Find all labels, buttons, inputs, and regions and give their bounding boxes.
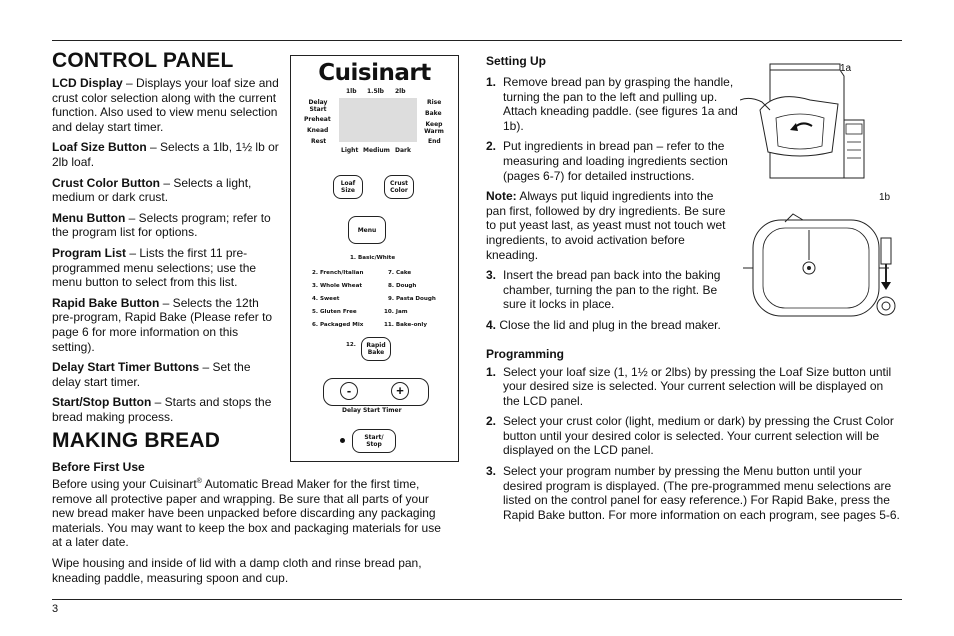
making-bread-heading: MAKING BREAD: [52, 429, 221, 452]
setting-up-step-4: 4. Close the lid and plug in the bread maker.: [486, 317, 721, 332]
top-rule: [52, 40, 902, 41]
start-indicator-dot: [340, 438, 345, 443]
menu-button-description: Menu Button – Selects program; refer to the program list for options.: [52, 210, 271, 240]
rapid-bake-description: Rapid Bake Button – Selects the 12th pre-program, Rapid Bake (Please refer to page 6 for more information on this setting).: [52, 295, 273, 354]
control-panel-illustration: [290, 55, 459, 462]
delay-start-timer-group: [323, 378, 429, 406]
before-first-use-heading: Before First Use: [52, 460, 145, 474]
crust-light: Light: [341, 147, 359, 154]
control-panel-heading: CONTROL PANEL: [52, 49, 234, 72]
control-panel-section: [52, 50, 282, 430]
setting-up-step-3: 3. Insert the bread pan back into the baking chamber, turning the pan to the right. Be sure it locks in place.: [486, 268, 721, 312]
programming-step-3: 3. Select your program number by pressing the Menu button until your desired program is displayed. (The pre-programmed menu selections are listed on the control panel for easy reference.) For Rapid Bake, press the Rapid Bake button. For more information on each program, see pages 5-6.: [486, 464, 900, 522]
program-8: 8. Dough: [388, 283, 417, 289]
size-1-5lb: 1.5lb: [367, 88, 384, 95]
start-stop-button[interactable]: Start/ Stop: [352, 429, 396, 453]
delay-plus-button[interactable]: +: [391, 382, 409, 400]
label-preheat: Preheat: [304, 116, 331, 123]
label-rise: Rise: [427, 99, 442, 106]
label-bake: Bake: [425, 110, 442, 117]
setting-up-step-1: 1. Remove bread pan by grasping the handle, turning the pan to the left and pulling up. Attach kneading paddle. (see figures 1a and 1b).: [486, 75, 738, 133]
label-delay-start: Delay Start: [308, 99, 328, 113]
size-2lb: 2lb: [395, 88, 406, 95]
rapid-bake-number: 12.: [346, 342, 356, 348]
program-4: 4. Sweet: [312, 296, 340, 302]
before-first-use-paragraph: Before using your Cuisinart® Automatic Bread Maker for the first time, remove all protective paper and wrapping. Be sure that all parts of your new bread maker have been unpacked before discarding any packaging materials. You may want to keep the box and packaging materials for use at a later date.: [52, 477, 441, 550]
figure-1a-bread-maker-illustration: [740, 60, 870, 188]
figure-1a-label: 1a: [840, 63, 852, 74]
delay-start-description: Delay Start Timer Buttons – Set the delay start timer.: [52, 360, 251, 389]
program-2: 2. French/Italian: [312, 270, 364, 276]
setting-up-note: Note: Always put liquid ingredients into the pan first, followed by dry ingredients. Be sure to put yeast last, as yeast must not touch wet ingredients, to avoid activation before kneading.: [486, 189, 726, 262]
program-header: 1. Basic/White: [350, 255, 396, 261]
figure-1b-bread-pan-illustration: [739, 210, 905, 320]
crust-color-description: Crust Color Button – Selects a light, medium or dark crust.: [52, 175, 252, 205]
crust-dark: Dark: [395, 147, 411, 154]
program-11: 11. Bake-only: [384, 322, 427, 328]
programming-heading: Programming: [486, 346, 565, 361]
programming-step-2: 2. Select your crust color (light, medium or dark) by pressing the Crust Color button until your desired color is selected. Your current selection will be displayed on the LCD panel.: [486, 414, 894, 458]
programming-step-1: 1. Select your loaf size (1, 1½ or 2lbs) by pressing the Loaf Size button until your desired size is selected. Your current selection will be displayed on the LCD panel.: [486, 364, 892, 408]
lcd-display-description: LCD Display – Displays your loaf size and crust color selection along with the current function. Also used to view menu selection and delay start timer.: [52, 76, 279, 134]
program-list-description: Program List – Lists the first 11 pre-programmed menu selections; use the menu button to select from this list.: [52, 245, 257, 290]
page-number: 3: [52, 603, 59, 615]
program-7: 7. Cake: [388, 270, 412, 276]
program-10: 10. Jam: [384, 309, 408, 315]
menu-button[interactable]: Menu: [348, 216, 386, 244]
wipe-housing-paragraph: Wipe housing and inside of lid with a damp cloth and rinse bread pan, kneading paddle, measuring spoon and cup.: [52, 555, 422, 585]
loaf-size-description: Loaf Size Button – Selects a 1lb, 1½ lb or 2lb loaf.: [52, 140, 279, 169]
figure-1b-label: 1b: [879, 192, 891, 203]
label-end: End: [428, 138, 441, 145]
program-5: 5. Gluten Free: [312, 309, 357, 315]
label-knead: Knead: [307, 127, 329, 134]
program-9: 9. Pasta Dough: [388, 296, 436, 302]
delay-start-timer-label: Delay Start Timer: [342, 407, 402, 414]
loaf-size-button[interactable]: Loaf Size: [333, 175, 363, 199]
brand-logo: Cuisinart: [318, 60, 431, 86]
rapid-bake-button[interactable]: Rapid Bake: [361, 337, 391, 361]
start-stop-description: Start/Stop Button – Starts and stops the bread making process.: [52, 395, 272, 424]
program-3: 3. Whole Wheat: [312, 283, 363, 289]
size-1lb: 1lb: [346, 88, 357, 95]
label-rest: Rest: [311, 138, 327, 145]
setting-up-step-2: 2. Put ingredients in bread pan – refer to the measuring and loading ingredients section (pages 6-7) for detailed instructions.: [486, 139, 728, 183]
crust-color-button[interactable]: Crust Color: [384, 175, 414, 199]
lcd-display: [339, 98, 417, 142]
setting-up-heading: Setting Up: [486, 54, 546, 68]
program-6: 6. Packaged Mix: [312, 322, 364, 328]
crust-medium: Medium: [363, 147, 390, 154]
bottom-rule: [52, 599, 902, 600]
delay-minus-button[interactable]: -: [340, 382, 358, 400]
label-keep-warm: Keep Warm: [424, 121, 444, 135]
